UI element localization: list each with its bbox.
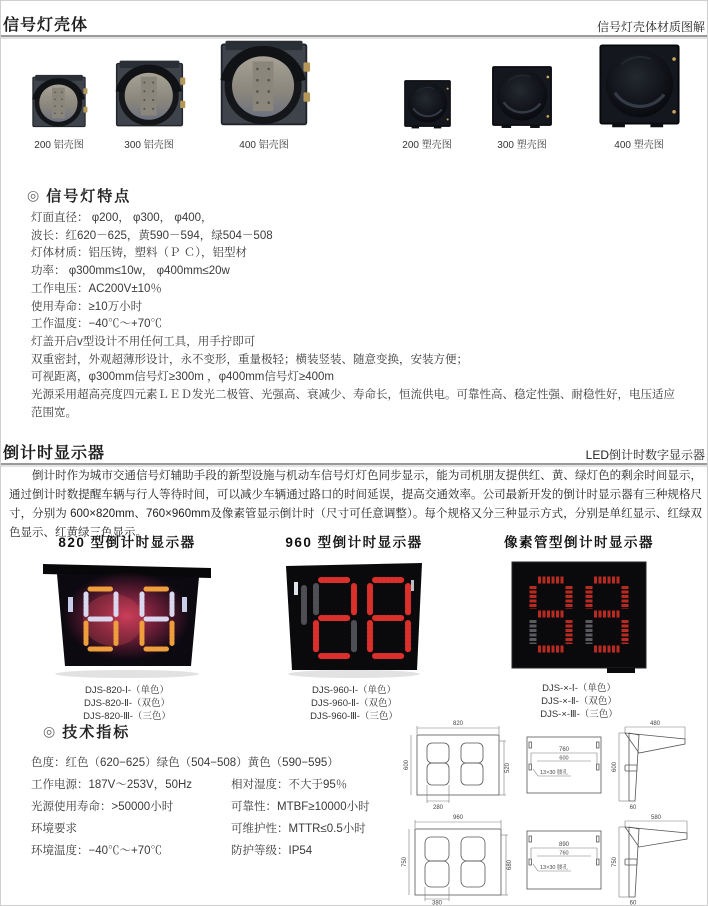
spec-row (31, 774, 406, 796)
feature-line: 可视距离，φ300mm信号灯≥300m ，φ400mm信号灯≥400m (31, 371, 334, 384)
spec-right: 防护等级：IP54 (231, 845, 313, 857)
housing-plastic-300 (472, 62, 572, 151)
housing-plastic-400 (589, 39, 689, 151)
svg-text:890: 890 (558, 842, 570, 848)
model-line: DJS-×-Ⅰ-（单色） (542, 683, 616, 694)
countdown-960 (259, 531, 449, 723)
housing-alu-300-image (113, 57, 186, 130)
section-bullet-icon: ◎ (43, 723, 56, 739)
housing-caption: 200 铝壳图 (34, 140, 84, 151)
model-line: DJS-820-Ⅲ-（三色） (83, 711, 171, 722)
countdown-product-row (1, 531, 707, 721)
housing-plastic-200-image (401, 77, 454, 130)
model-line: DJS-820-Ⅱ-（双色） (84, 698, 170, 709)
housing-caption: 300 塑壳图 (497, 140, 547, 151)
spec-row (31, 818, 406, 840)
housing-alu-200 (9, 72, 109, 151)
features-list (31, 210, 686, 422)
model-line: DJS-820-Ⅰ-（单色） (84, 685, 170, 696)
countdown-820-name: 820 型倒计时显示器 (58, 535, 196, 550)
spec-left: 环境要求 (31, 823, 77, 835)
svg-text:750: 750 (402, 856, 408, 868)
feature-line: 工作温度：−40℃～+70℃ (31, 318, 163, 331)
countdown-960-models (310, 684, 398, 723)
feature-line: 功率： φ300mm≤10w， φ400mm≤20w (31, 265, 230, 278)
feature-line: 使用寿命：≥10万小时 (31, 300, 143, 313)
countdown-pixel-image (509, 560, 649, 678)
feature-line: 光源采用超高亮度四元素ＬＥＤ发光二极管、光强高、衰减少、寿命长，恒流供电。可靠性高、稳定性强、耐稳性好，电压适应范围宽。 (31, 389, 675, 419)
svg-text:600: 600 (559, 755, 569, 762)
svg-text:680: 680 (507, 859, 513, 871)
housing-caption: 200 塑壳图 (402, 140, 452, 151)
svg-text:750: 750 (612, 856, 618, 868)
svg-text:60: 60 (629, 805, 637, 811)
spec-chromaticity: 色度：红色（620−625）绿色（504−508）黄色（590−595） (31, 757, 339, 769)
feature-line: 双重密封，外观超薄形设计，永不变形，重量极轻；横装竖装、随意变换，安装方便； (31, 353, 468, 366)
section2-title: 倒计时显示器 (3, 445, 106, 462)
countdown-820-image (41, 556, 213, 680)
svg-text:60: 60 (629, 900, 637, 905)
housing-plastic-300-image (488, 62, 556, 130)
model-line: DJS-×-Ⅱ-（双色） (541, 696, 617, 707)
spec-right: 相对湿度：不大于95％ (231, 779, 348, 791)
countdown-pixel (479, 531, 679, 721)
specs-heading-label: 技术指标 (62, 724, 131, 741)
housing-caption: 400 铝壳图 (239, 140, 289, 151)
drawing-820-rear (527, 737, 601, 793)
svg-text:580: 580 (650, 815, 662, 821)
model-line: DJS-960-Ⅰ-（单色） (311, 685, 397, 696)
section1-header (1, 9, 707, 37)
svg-text:520: 520 (505, 762, 511, 774)
specs-heading (43, 721, 406, 742)
svg-text:600: 600 (404, 759, 410, 771)
svg-text:600: 600 (612, 761, 618, 773)
svg-text:960: 960 (452, 815, 464, 821)
features-heading (27, 185, 131, 206)
technical-drawings-svg (401, 713, 703, 905)
section2-subtitle: LED倒计时数字显示器 (585, 448, 705, 462)
svg-text:13×30 腰孔: 13×30 腰孔 (540, 865, 568, 871)
spec-left: 环境温度：−40℃～+70℃ (31, 845, 163, 857)
housing-product-row (1, 47, 707, 173)
housing-alu-400-image (217, 36, 311, 130)
countdown-820 (29, 531, 225, 723)
housing-caption: 300 铝壳图 (124, 140, 174, 151)
svg-text:13×30 腰孔: 13×30 腰孔 (540, 770, 568, 776)
housing-plastic-200 (377, 77, 477, 151)
svg-text:380: 380 (431, 900, 443, 905)
feature-line: 灯体材质：铝压铸，塑料（Ｐ Ｃ），铝型材 (31, 247, 247, 260)
drawing-960-front (402, 815, 513, 905)
spec-right: 可靠性：MTBF≥10000小时 (231, 801, 370, 813)
svg-text:760: 760 (559, 850, 569, 857)
spec-row (31, 840, 406, 862)
svg-text:760: 760 (558, 747, 570, 753)
housing-alu-400 (214, 36, 314, 151)
feature-line: 工作电压：AC200V±10％ (31, 282, 162, 295)
features-heading-label: 信号灯特点 (46, 188, 132, 205)
housing-alu-200-image (30, 72, 88, 130)
countdown-960-name: 960 型倒计时显示器 (285, 535, 423, 550)
countdown-intro-paragraph: 倒计时作为城市交通信号灯辅助手段的新型设施与机动车信号灯灯色同步显示，能为司机朋友提供红、黄、绿灯色的剩余时间显示，通过倒计时数提醒车辆与行人等待时间，可以减少车辆通过路口的时间延误，提高交通效率。公司最新开发的倒计时显示器有三种规格尺寸，分别为 600×820mm、760×960mm及像素管显示倒计时（尺寸可任意调整）。每个规格又分三种显示方式，分别是单红显示、红绿双色显示、红黄绿三色显示。 (9, 470, 702, 539)
tech-specs (31, 721, 406, 862)
feature-line: 波长：红620－625，黄590－594，绿504－508 (31, 229, 273, 242)
drawing-820-side (612, 721, 685, 811)
svg-text:480: 480 (649, 721, 661, 727)
spec-right: 可维护性：MTTR≤0.5小时 (231, 823, 366, 835)
section1-subtitle: 信号灯壳体材质图解 (596, 20, 705, 34)
drawing-960-rear (527, 831, 601, 889)
housing-alu-300 (99, 57, 199, 151)
model-line: DJS-960-Ⅲ-（三色） (310, 711, 398, 722)
spec-left: 工作电源：187V～253V，50Hz (31, 779, 193, 791)
spec-row (31, 796, 406, 818)
model-line: DJS-960-Ⅱ-（双色） (311, 698, 397, 709)
svg-text:820: 820 (452, 721, 464, 727)
countdown-960-image (274, 556, 434, 680)
section1-title: 信号灯壳体 (3, 17, 89, 34)
countdown-pixel-name: 像素管型倒计时显示器 (504, 535, 654, 550)
technical-drawings (401, 713, 703, 905)
feature-line: 灯盖开启v型设计不用任何工具，用手拧即可 (31, 335, 256, 348)
section2-header (1, 437, 707, 465)
spec-left: 光源使用寿命：>50000小时 (31, 801, 174, 813)
drawing-820-front (404, 721, 511, 811)
drawing-960-side (612, 815, 687, 905)
svg-text:280: 280 (432, 805, 444, 811)
section-bullet-icon: ◎ (27, 187, 40, 203)
feature-line: 灯面直径： φ200， φ300， φ400， (31, 212, 213, 224)
model-line: DJS-×-Ⅲ-（三色） (540, 709, 618, 720)
housing-caption: 400 塑壳图 (614, 140, 664, 151)
countdown-820-models (83, 684, 171, 723)
housing-plastic-400-image (594, 39, 685, 130)
